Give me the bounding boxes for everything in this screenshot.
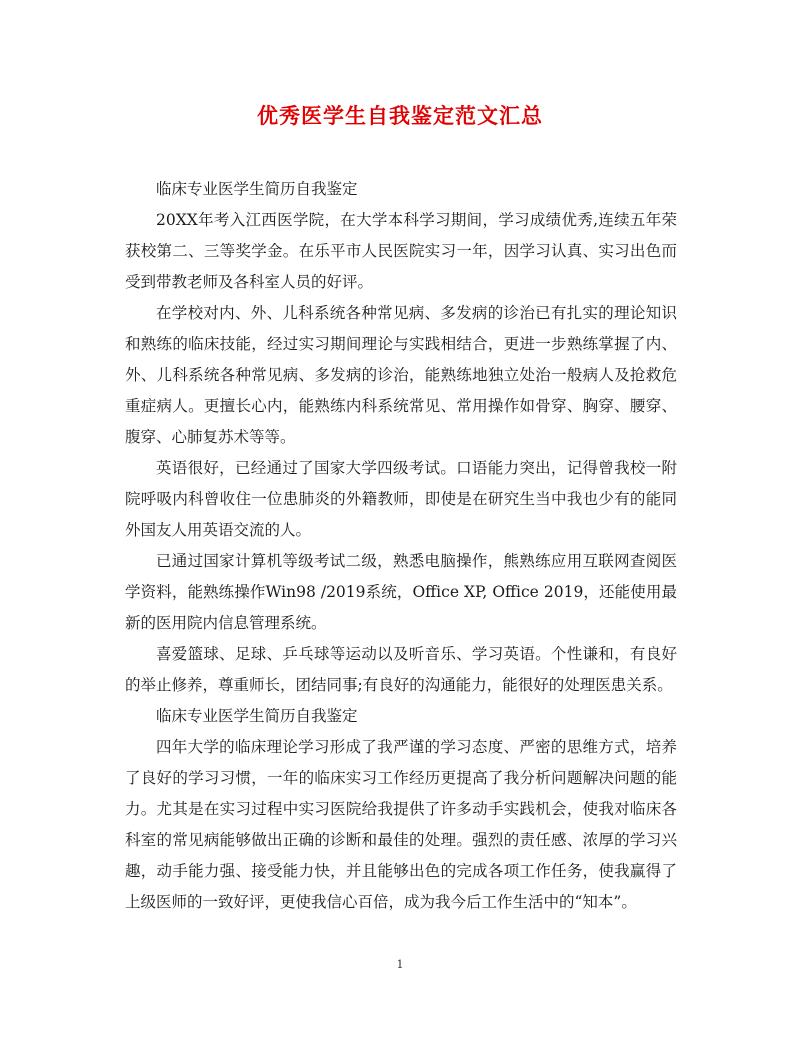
- document-title: 优秀医学生自我鉴定范文汇总: [257, 103, 543, 128]
- section-heading-2: 临床专业医学生简历自我鉴定: [156, 707, 358, 725]
- paragraph-clinical-skills: 在学校对内、外、儿科系统各种常见病、多发病的诊治已有扎实的理论知识和熟练的临床技能，经过实习期间理论与实践相结合，更进一步熟练掌握了内、外、儿科系统各种常见病、多发病的诊治，能熟练地独立处治一般病人及抢救危重症病人。更擅长心内，能熟练内科系统常见、常用操作如骨穿、胸穿、腰穿、腹穿、心肺复苏术等等。: [125, 304, 677, 446]
- paragraph-english: 英语很好，已经通过了国家大学四级考试。口语能力突出，记得曾我校一附院呼吸内科曾收住一位患肺炎的外籍教师，即使是在研究生当中我也少有的能同外国友人用英语交流的人。: [125, 459, 677, 539]
- paragraph-education: 20XX年考入江西医学院，在大学本科学习期间，学习成绩优秀,连续五年荣获校第二、三等奖学金。在乐平市人民医院实习一年，因学习认真、实习出色而受到带教老师及各科室人员的好评。: [125, 211, 677, 291]
- section-heading-1: 临床专业医学生简历自我鉴定: [156, 180, 358, 198]
- page-number: 1: [396, 958, 404, 971]
- paragraph-computer: 已通过国家计算机等级考试二级，熟悉电脑操作，熊熟练应用互联网查阅医学资料，能熟练操作Win98 /2019系统，Office XP, Office 2019，还能使用最新的医用院内信息管理系统。: [125, 552, 677, 632]
- paragraph-hobbies: 喜爱篮球、足球、乒乓球等运动以及听音乐、学习英语。个性谦和，有良好的举止修养，尊重师长，团结同事;有良好的沟通能力，能很好的处理医患关系。: [125, 645, 677, 694]
- document-body: [125, 174, 677, 918]
- paragraph-summary: 四年大学的临床理论学习形成了我严谨的学习态度、严密的思维方式，培养了良好的学习习惯，一年的临床实习工作经历更提高了我分析问题解决问题的能力。尤其是在实习过程中实习医院给我提供了许多动手实践机会，使我对临床各科室的常见病能够做出正确的诊断和最佳的处理。强烈的责任感、浓厚的学习兴趣，动手能力强、接受能力快，并且能够出色的完成各项工作任务，使我赢得了上级医师的一致好评，更使我信心百倍，成为我今后工作生活中的“知本”。: [125, 738, 677, 911]
